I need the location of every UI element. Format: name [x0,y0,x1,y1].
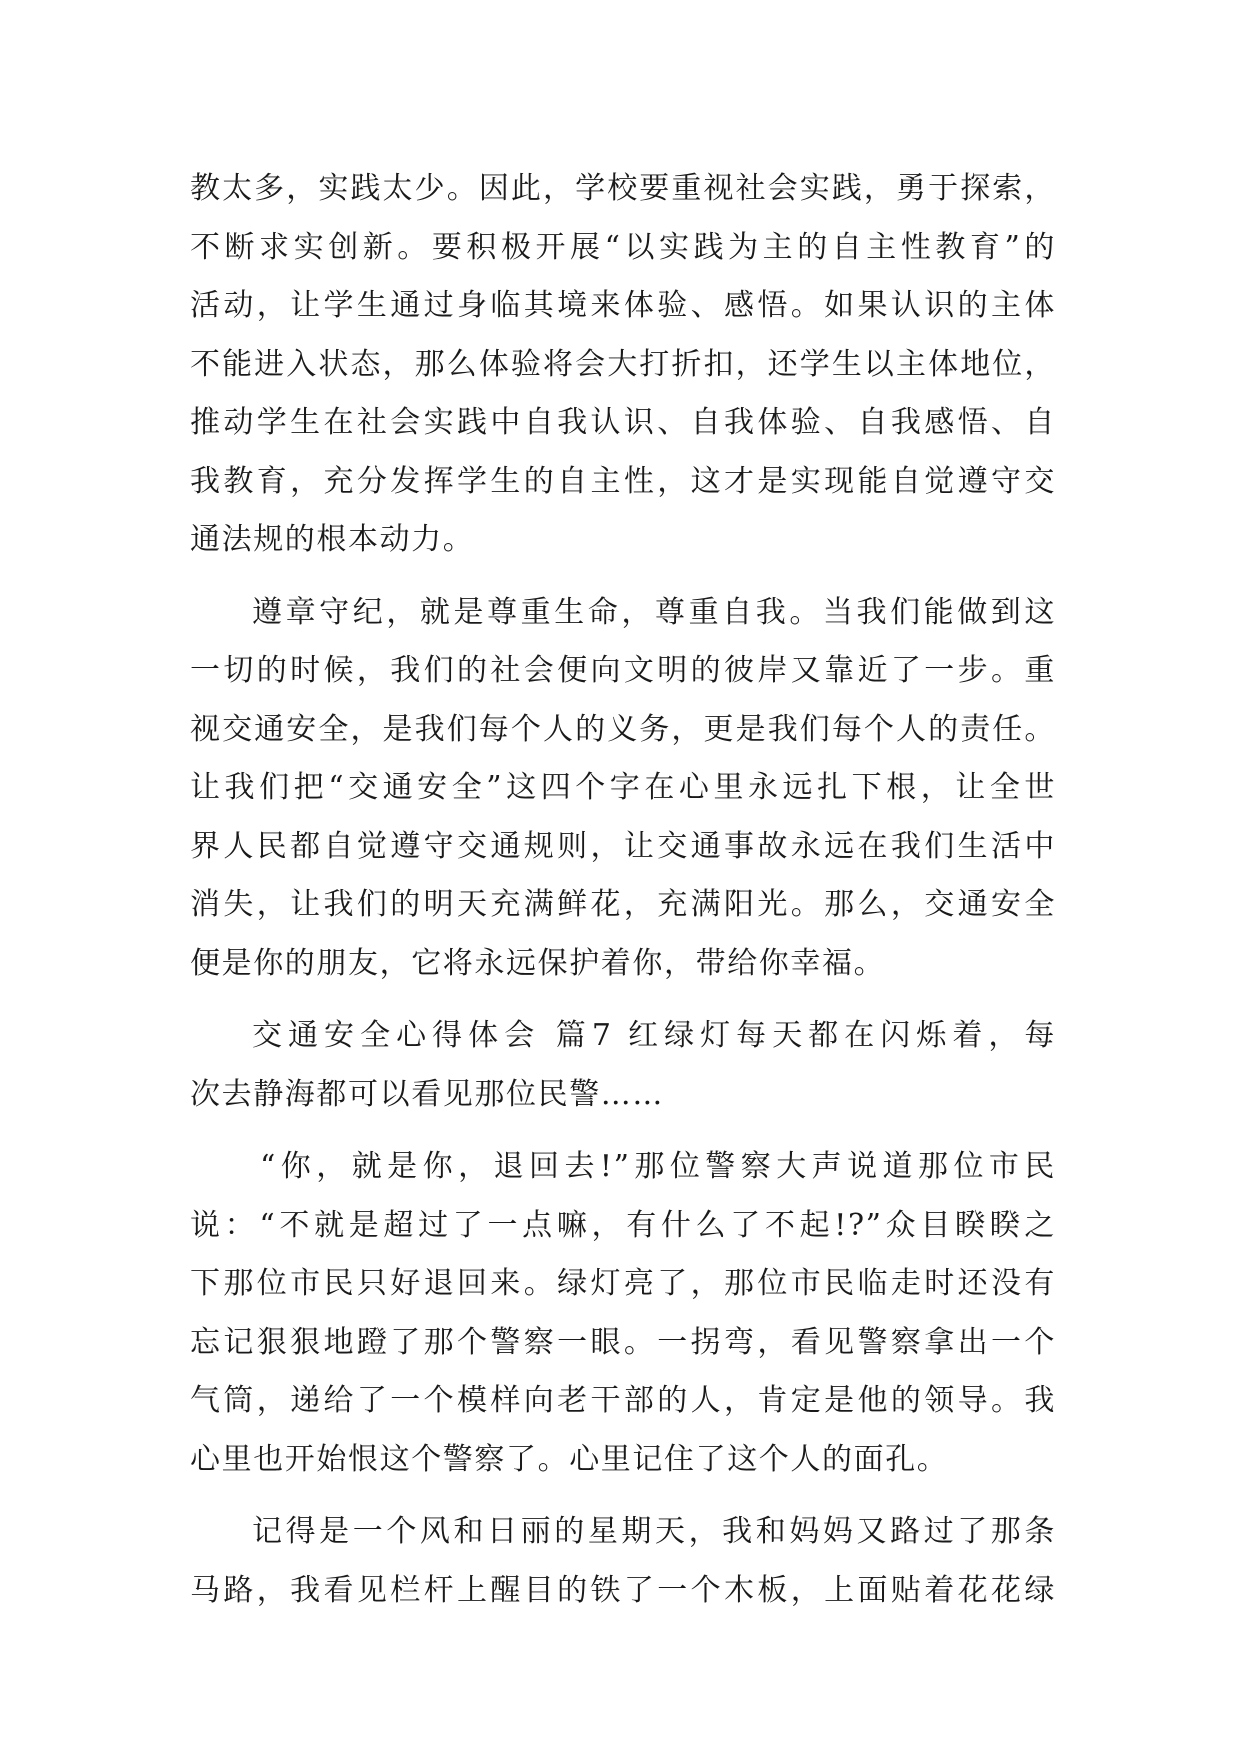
text-line: 记得是一个风和日丽的星期天，我和妈妈又路过了那条 [252,1514,1056,1549]
paragraph-gap [190,993,1056,1007]
text-line: 次去静海都可以看见那位民警…… [190,1076,664,1112]
text-line: 心里也开始恨这个警察了。心里记住了这个人的面孔。 [190,1441,949,1477]
paragraph-gap [190,1124,1056,1138]
text-line: 视交通安全，是我们每个人的义务，更是我们每个人的责任。 [190,711,1056,747]
text-line: 消失，让我们的明天充满鲜花，充满阳光。那么，交通安全 [190,887,1056,922]
text-line: 便是你的朋友，它将永远保护着你，带给你幸福。 [190,945,886,981]
text-line: 教太多，实践太少。因此，学校要重视社会实践，勇于探索， [190,171,1056,206]
text-line: 说：“不就是超过了一点嘛，有什么了不起!?”众目睽睽之 [190,1207,1056,1243]
text-line: 通法规的根本动力。 [190,522,475,557]
text-line: 活动，让学生通过身临其境来体验、感悟。如果认识的主体 [190,288,1056,323]
text-line: 交通安全心得体会 篇7 红绿灯每天都在闪烁着，每 [252,1018,1056,1053]
text-line: 气筒，递给了一个模样向老干部的人，肯定是他的领导。我 [190,1383,1056,1418]
text-line: 遵章守纪，就是尊重生命，尊重自我。当我们能做到这 [252,594,1056,630]
text-line: 忘记狠狠地蹬了那个警察一眼。一拐弯，看见警察拿出一个 [190,1324,1056,1360]
text-line: 我教育，充分发挥学生的自主性，这才是实现能自觉遵守交 [190,463,1056,499]
text-line: “你，就是你，退回去!”那位警察大声说道那位市民 [260,1149,1056,1184]
text-line: 一切的时候，我们的社会便向文明的彼岸又靠近了一步。重 [190,653,1056,688]
text-line: 不能进入状态，那么体验将会大打折扣，还学生以主体地位， [190,346,1056,382]
paragraph-gap [190,1489,1056,1503]
text-line: 下那位市民只好退回来。绿灯亮了，那位市民临走时还没有 [190,1266,1056,1301]
text-line: 推动学生在社会实践中自我认识、自我体验、自我感悟、自 [190,405,1056,440]
text-line: 让我们把“交通安全”这四个字在心里永远扎下根，让全世 [190,770,1056,805]
text-line: 界人民都自觉遵守交通规则，让交通事故永远在我们生活中 [190,828,1056,864]
text-line: 马路，我看见栏杆上醒目的铁了一个木板，上面贴着花花绿 [190,1572,1056,1608]
paragraph-gap [190,570,1056,584]
body-text [190,160,1056,1620]
text-line: 不断求实创新。要积极开展“以实践为主的自主性教育”的 [190,229,1056,265]
